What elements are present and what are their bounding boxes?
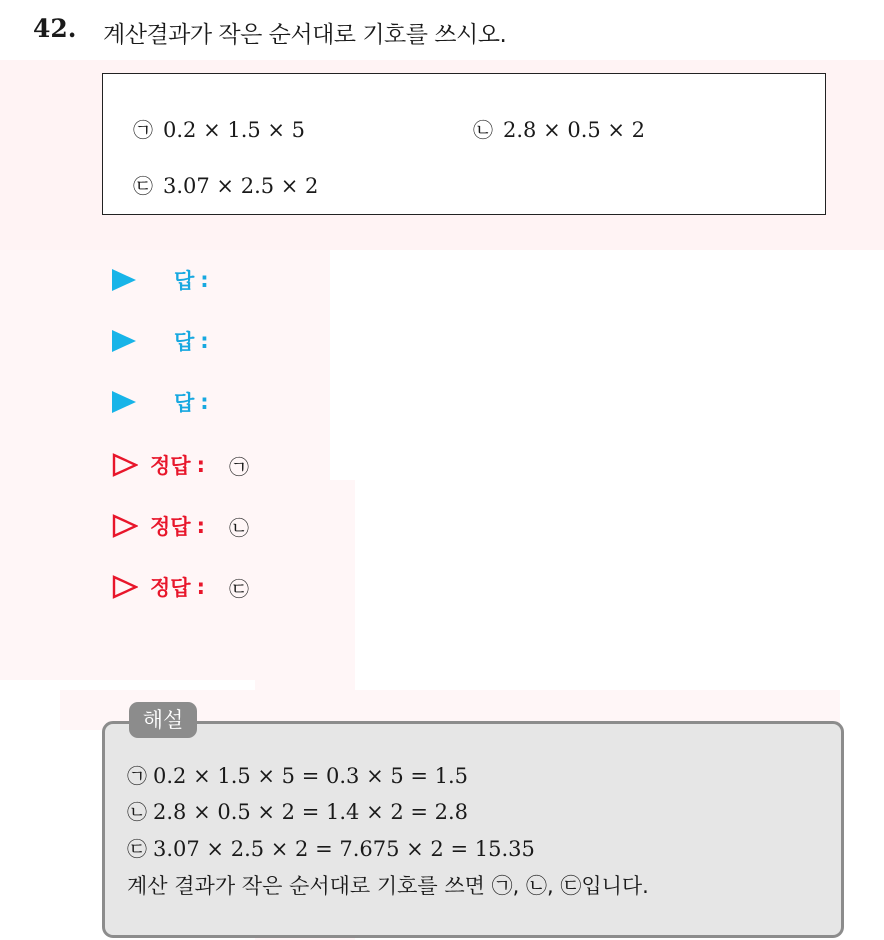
correct-colon: :: [196, 575, 205, 599]
outline-triangle-icon: [112, 514, 138, 538]
correct-value: ㉡: [228, 515, 249, 540]
question-text: 계산결과가 작은 순서대로 기호를 쓰시오.: [103, 22, 507, 48]
answer-label: 답: [174, 391, 195, 415]
correct-colon: :: [196, 514, 205, 538]
problem-item: [133, 170, 318, 199]
solution-expression: 2.8 × 0.5 × 2 = 1.4 × 2 = 2.8: [153, 800, 469, 824]
solution-box: [102, 721, 844, 938]
solution-line: [127, 760, 468, 789]
answer-label: 답: [174, 330, 195, 354]
problem-item: [133, 114, 305, 143]
answer-label: 답: [174, 269, 195, 293]
solution-symbol: ㉠: [127, 764, 147, 788]
answer-colon: :: [200, 268, 209, 292]
problem-symbol: ㉠: [133, 118, 153, 142]
problem-expression: 0.2 × 1.5 × 5: [163, 118, 306, 142]
solution-expression: 3.07 × 2.5 × 2 = 7.675 × 2 = 15.35: [153, 837, 535, 861]
outline-triangle-icon: [112, 453, 138, 477]
solution-line: [127, 796, 468, 825]
correct-label: 정답: [150, 515, 191, 539]
problem-item: [473, 114, 645, 143]
solution-line: [127, 833, 535, 862]
answer-prompt-row: [112, 387, 209, 417]
problem-box: [102, 73, 826, 215]
correct-colon: :: [196, 453, 205, 477]
correct-answer-row: [112, 511, 249, 541]
solution-expression: 0.2 × 1.5 × 5 = 0.3 × 5 = 1.5: [153, 764, 469, 788]
solution-conclusion: 계산 결과가 작은 순서대로 기호를 쓰면 ㉠, ㉡, ㉢입니다.: [127, 874, 649, 898]
answer-prompt-row: [112, 326, 209, 356]
answer-colon: :: [200, 390, 209, 414]
solution-symbol: ㉡: [127, 800, 147, 824]
correct-label: 정답: [150, 454, 191, 478]
correct-value: ㉢: [228, 576, 249, 601]
solution-tab: 해설: [129, 702, 197, 738]
filled-triangle-icon: [112, 269, 136, 291]
question-number: 42.: [33, 14, 77, 43]
filled-triangle-icon: [112, 330, 136, 352]
problem-symbol: ㉡: [473, 118, 493, 142]
correct-answer-row: [112, 572, 249, 602]
outline-triangle-icon: [112, 575, 138, 599]
correct-label: 정답: [150, 576, 191, 600]
solution-symbol: ㉢: [127, 837, 147, 861]
problem-expression: 2.8 × 0.5 × 2: [503, 118, 646, 142]
correct-answer-row: [112, 450, 249, 480]
problem-expression: 3.07 × 2.5 × 2: [163, 174, 319, 198]
problem-symbol: ㉢: [133, 174, 153, 198]
filled-triangle-icon: [112, 391, 136, 413]
answer-prompt-row: [112, 265, 209, 295]
answer-colon: :: [200, 329, 209, 353]
correct-value: ㉠: [228, 454, 249, 479]
